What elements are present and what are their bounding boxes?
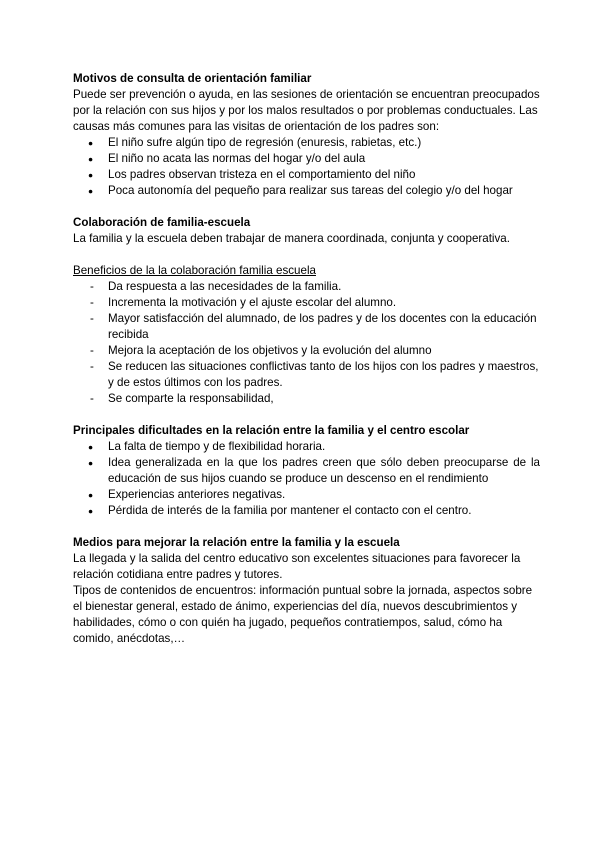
spacer <box>73 247 540 263</box>
section-heading: Medios para mejorar la relación entre la familia y la escuela <box>73 536 400 549</box>
list-item: ● Pérdida de interés de la familia por mantener el contacto con el centro. <box>73 503 540 519</box>
list-item: - Mejora la aceptación de los objetivos y la evolución del alumno <box>73 343 540 359</box>
section-dificultades <box>73 423 540 519</box>
section-paragraph: Tipos de contenidos de encuentros: información puntual sobre la jornada, aspectos sobre el bienestar general, estado de ánimo, experiencias del día, nuevos descubrimientos y habilidades, cómo o con quién ha jugado, pequeños contratiempos, salud, cómo ha comido, anécdotas,… <box>73 584 533 645</box>
list-item: - Da respuesta a las necesidades de la familia. <box>73 279 540 295</box>
list-item: - Incrementa la motivación y el ajuste escolar del alumno. <box>73 295 540 311</box>
list-item: ● Idea generalizada en la que los padres creen que sólo deben preocuparse de la educación de sus hijos cuando se produce un descenso en el rendimiento <box>73 455 540 487</box>
section-paragraph: La llegada y la salida del centro educativo son excelentes situaciones para favorecer la relación cotidiana entre padres y tutores. <box>73 552 521 581</box>
list-item: - Se comparte la responsabilidad, <box>73 391 540 407</box>
section-heading: Motivos de consulta de orientación familiar <box>73 72 312 85</box>
section-paragraph: Puede ser prevención o ayuda, en las sesiones de orientación se encuentran preocupados por la relación con sus hijos y por los malos resultados o por problemas conductuales. Las causas más comunes para las visitas de orientación de los padres son: <box>73 88 540 133</box>
list-item: ● El niño sufre algún tipo de regresión (enuresis, rabietas, etc.) <box>73 135 540 151</box>
dash-list <box>73 279 540 407</box>
spacer <box>73 407 540 423</box>
bullet-list <box>73 135 540 199</box>
section-motivos-consulta <box>73 71 540 199</box>
spacer <box>73 199 540 215</box>
section-medios <box>73 535 540 647</box>
list-item: - Mayor satisfacción del alumnado, de los padres y de los docentes con la educación recibida <box>73 311 540 343</box>
section-paragraph: La familia y la escuela deben trabajar de manera coordinada, conjunta y cooperativa. <box>73 232 510 245</box>
list-item: ● Experiencias anteriores negativas. <box>73 487 540 503</box>
list-item: ● Poca autonomía del pequeño para realizar sus tareas del colegio y/o del hogar <box>73 183 540 199</box>
section-colaboracion <box>73 215 540 407</box>
list-item: - Se reducen las situaciones conflictivas tanto de los hijos con los padres y maestros, y de estos últimos con los padres. <box>73 359 540 391</box>
section-heading: Colaboración de familia-escuela <box>73 216 251 229</box>
section-heading: Principales dificultades en la relación entre la familia y el centro escolar <box>73 424 470 437</box>
underlined-subheading: Beneficios de la la colaboración familia escuela <box>73 264 316 277</box>
list-item: ● La falta de tiempo y de flexibilidad horaria. <box>73 439 540 455</box>
bullet-list <box>73 439 540 519</box>
list-item: ● El niño no acata las normas del hogar y/o del aula <box>73 151 540 167</box>
list-item: ● Los padres observan tristeza en el comportamiento del niño <box>73 167 540 183</box>
spacer <box>73 519 540 535</box>
